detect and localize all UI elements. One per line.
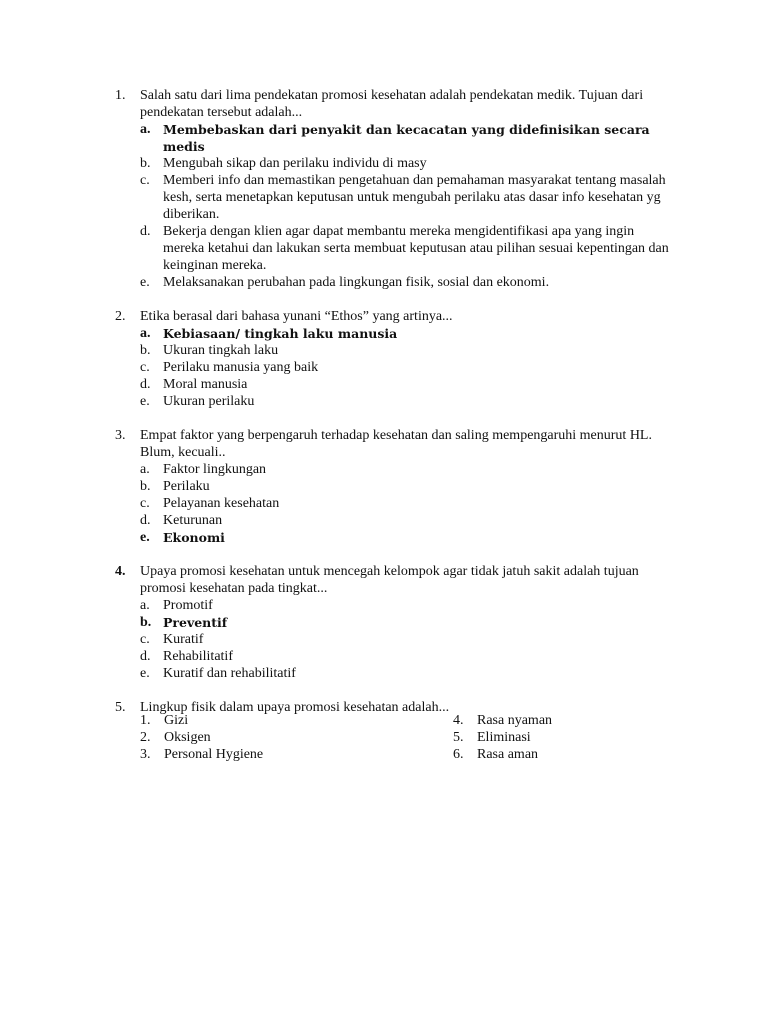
list-item xyxy=(453,746,653,763)
option-label: d. xyxy=(140,649,151,664)
question-1 xyxy=(115,87,675,291)
option-e xyxy=(140,274,675,291)
question-text: Lingkup fisik dalam upaya promosi kesehatan adalah... xyxy=(140,700,450,715)
list-column-right xyxy=(453,712,653,763)
option-text: Perilaku xyxy=(163,479,210,494)
option-label: d. xyxy=(140,224,151,239)
option-label: b. xyxy=(140,156,151,171)
option-text: Ekonomi xyxy=(163,530,225,545)
list-item xyxy=(140,729,340,746)
option-label: a. xyxy=(140,326,151,341)
question-number: 1. xyxy=(115,88,126,103)
option-text: Kuratif dan rehabilitatif xyxy=(163,666,296,681)
option-label: e. xyxy=(140,275,150,290)
option-label: b. xyxy=(140,479,151,494)
list-item-text: Gizi xyxy=(164,713,189,728)
option-text: Membebaskan dari penyakit dan kecacatan yang didefinisikan secara medis xyxy=(163,122,650,154)
list-item xyxy=(453,729,653,746)
option-label: b. xyxy=(140,615,152,630)
option-list xyxy=(140,325,675,410)
option-label: a. xyxy=(140,462,150,477)
option-e xyxy=(140,393,675,410)
option-text: Ukuran tingkah laku xyxy=(163,343,279,358)
option-text: Kebiasaan/ tingkah laku manusia xyxy=(163,326,398,341)
option-c xyxy=(140,172,675,223)
option-label: c. xyxy=(140,496,150,511)
option-a xyxy=(140,121,675,155)
question-text: Empat faktor yang berpengaruh terhadap kesehatan dan saling mempengaruhi menurut HL. Blum, kecuali.. xyxy=(140,428,652,460)
list-item-number: 6. xyxy=(453,747,464,762)
question-number: 3. xyxy=(115,428,126,443)
option-d xyxy=(140,648,675,665)
option-text: Pelayanan kesehatan xyxy=(163,496,280,511)
list-item-text: Rasa nyaman xyxy=(477,713,553,728)
list-item-text: Eliminasi xyxy=(477,730,531,745)
option-text: Kuratif xyxy=(163,632,204,647)
option-list xyxy=(140,597,675,682)
list-item-text: Oksigen xyxy=(164,730,211,745)
option-d xyxy=(140,512,675,529)
question-2 xyxy=(115,308,675,410)
option-a xyxy=(140,325,675,342)
option-label: b. xyxy=(140,343,151,358)
option-label: c. xyxy=(140,632,150,647)
question-list xyxy=(115,87,675,733)
option-text: Bekerja dengan klien agar dapat membantu mereka mengidentifikasi apa yang ingin mereka ketahui dan lakukan serta membuat keputusan atau pilihan sesuai kepentingan dan keinginan mereka. xyxy=(163,224,669,273)
option-b xyxy=(140,155,675,172)
option-e xyxy=(140,529,675,546)
list-item-text: Personal Hygiene xyxy=(164,747,264,762)
option-label: d. xyxy=(140,377,151,392)
option-c xyxy=(140,359,675,376)
option-label: e. xyxy=(140,394,150,409)
option-label: e. xyxy=(140,530,150,545)
question-number: 2. xyxy=(115,309,126,324)
option-d xyxy=(140,376,675,393)
option-label: c. xyxy=(140,360,150,375)
option-label: a. xyxy=(140,598,150,613)
list-item-number: 5. xyxy=(453,730,464,745)
option-label: c. xyxy=(140,173,150,188)
option-label: a. xyxy=(140,122,151,137)
list-item xyxy=(140,746,340,763)
question-3 xyxy=(115,427,675,546)
question-text: Etika berasal dari bahasa yunani “Ethos” yang artinya... xyxy=(140,309,453,324)
option-c xyxy=(140,631,675,648)
option-e xyxy=(140,665,675,682)
option-text: Mengubah sikap dan perilaku individu di masy xyxy=(163,156,427,171)
option-a xyxy=(140,597,675,614)
option-text: Perilaku manusia yang baik xyxy=(163,360,319,375)
option-list xyxy=(140,121,675,291)
list-item xyxy=(453,712,653,729)
list-column-left xyxy=(140,712,340,763)
list-item-text: Rasa aman xyxy=(477,747,539,762)
list-item-number: 2. xyxy=(140,730,151,745)
question-text: Salah satu dari lima pendekatan promosi kesehatan adalah pendekatan medik. Tujuan dari pendekatan tersebut adalah... xyxy=(140,88,644,120)
option-text: Rehabilitatif xyxy=(163,649,233,664)
option-text: Preventif xyxy=(163,615,228,630)
list-item-number: 4. xyxy=(453,713,464,728)
option-b xyxy=(140,342,675,359)
option-list xyxy=(140,461,675,546)
list-item xyxy=(140,712,340,729)
option-b xyxy=(140,614,675,631)
option-text: Ukuran perilaku xyxy=(163,394,255,409)
question-text: Upaya promosi kesehatan untuk mencegah kelompok agar tidak jatuh sakit adalah tujuan promosi kesehatan pada tingkat... xyxy=(140,564,639,596)
question-number: 4. xyxy=(115,564,126,579)
option-text: Keturunan xyxy=(163,513,223,528)
option-text: Melaksanakan perubahan pada lingkungan fisik, sosial dan ekonomi. xyxy=(163,275,550,290)
option-d xyxy=(140,223,675,274)
option-c xyxy=(140,495,675,512)
option-a xyxy=(140,461,675,478)
question-4 xyxy=(115,563,675,682)
option-text: Promotif xyxy=(163,598,213,613)
option-label: d. xyxy=(140,513,151,528)
option-b xyxy=(140,478,675,495)
option-text: Faktor lingkungan xyxy=(163,462,267,477)
list-item-number: 3. xyxy=(140,747,151,762)
option-text: Memberi info dan memastikan pengetahuan dan pemahaman masyarakat tentang masalah kesh, serta menetapkan keputusan untuk mengubah perilaku atas dasar info kesehatan yg diberikan. xyxy=(163,173,666,222)
option-label: e. xyxy=(140,666,150,681)
option-text: Moral manusia xyxy=(163,377,248,392)
question-number: 5. xyxy=(115,700,126,715)
list-item-number: 1. xyxy=(140,713,151,728)
